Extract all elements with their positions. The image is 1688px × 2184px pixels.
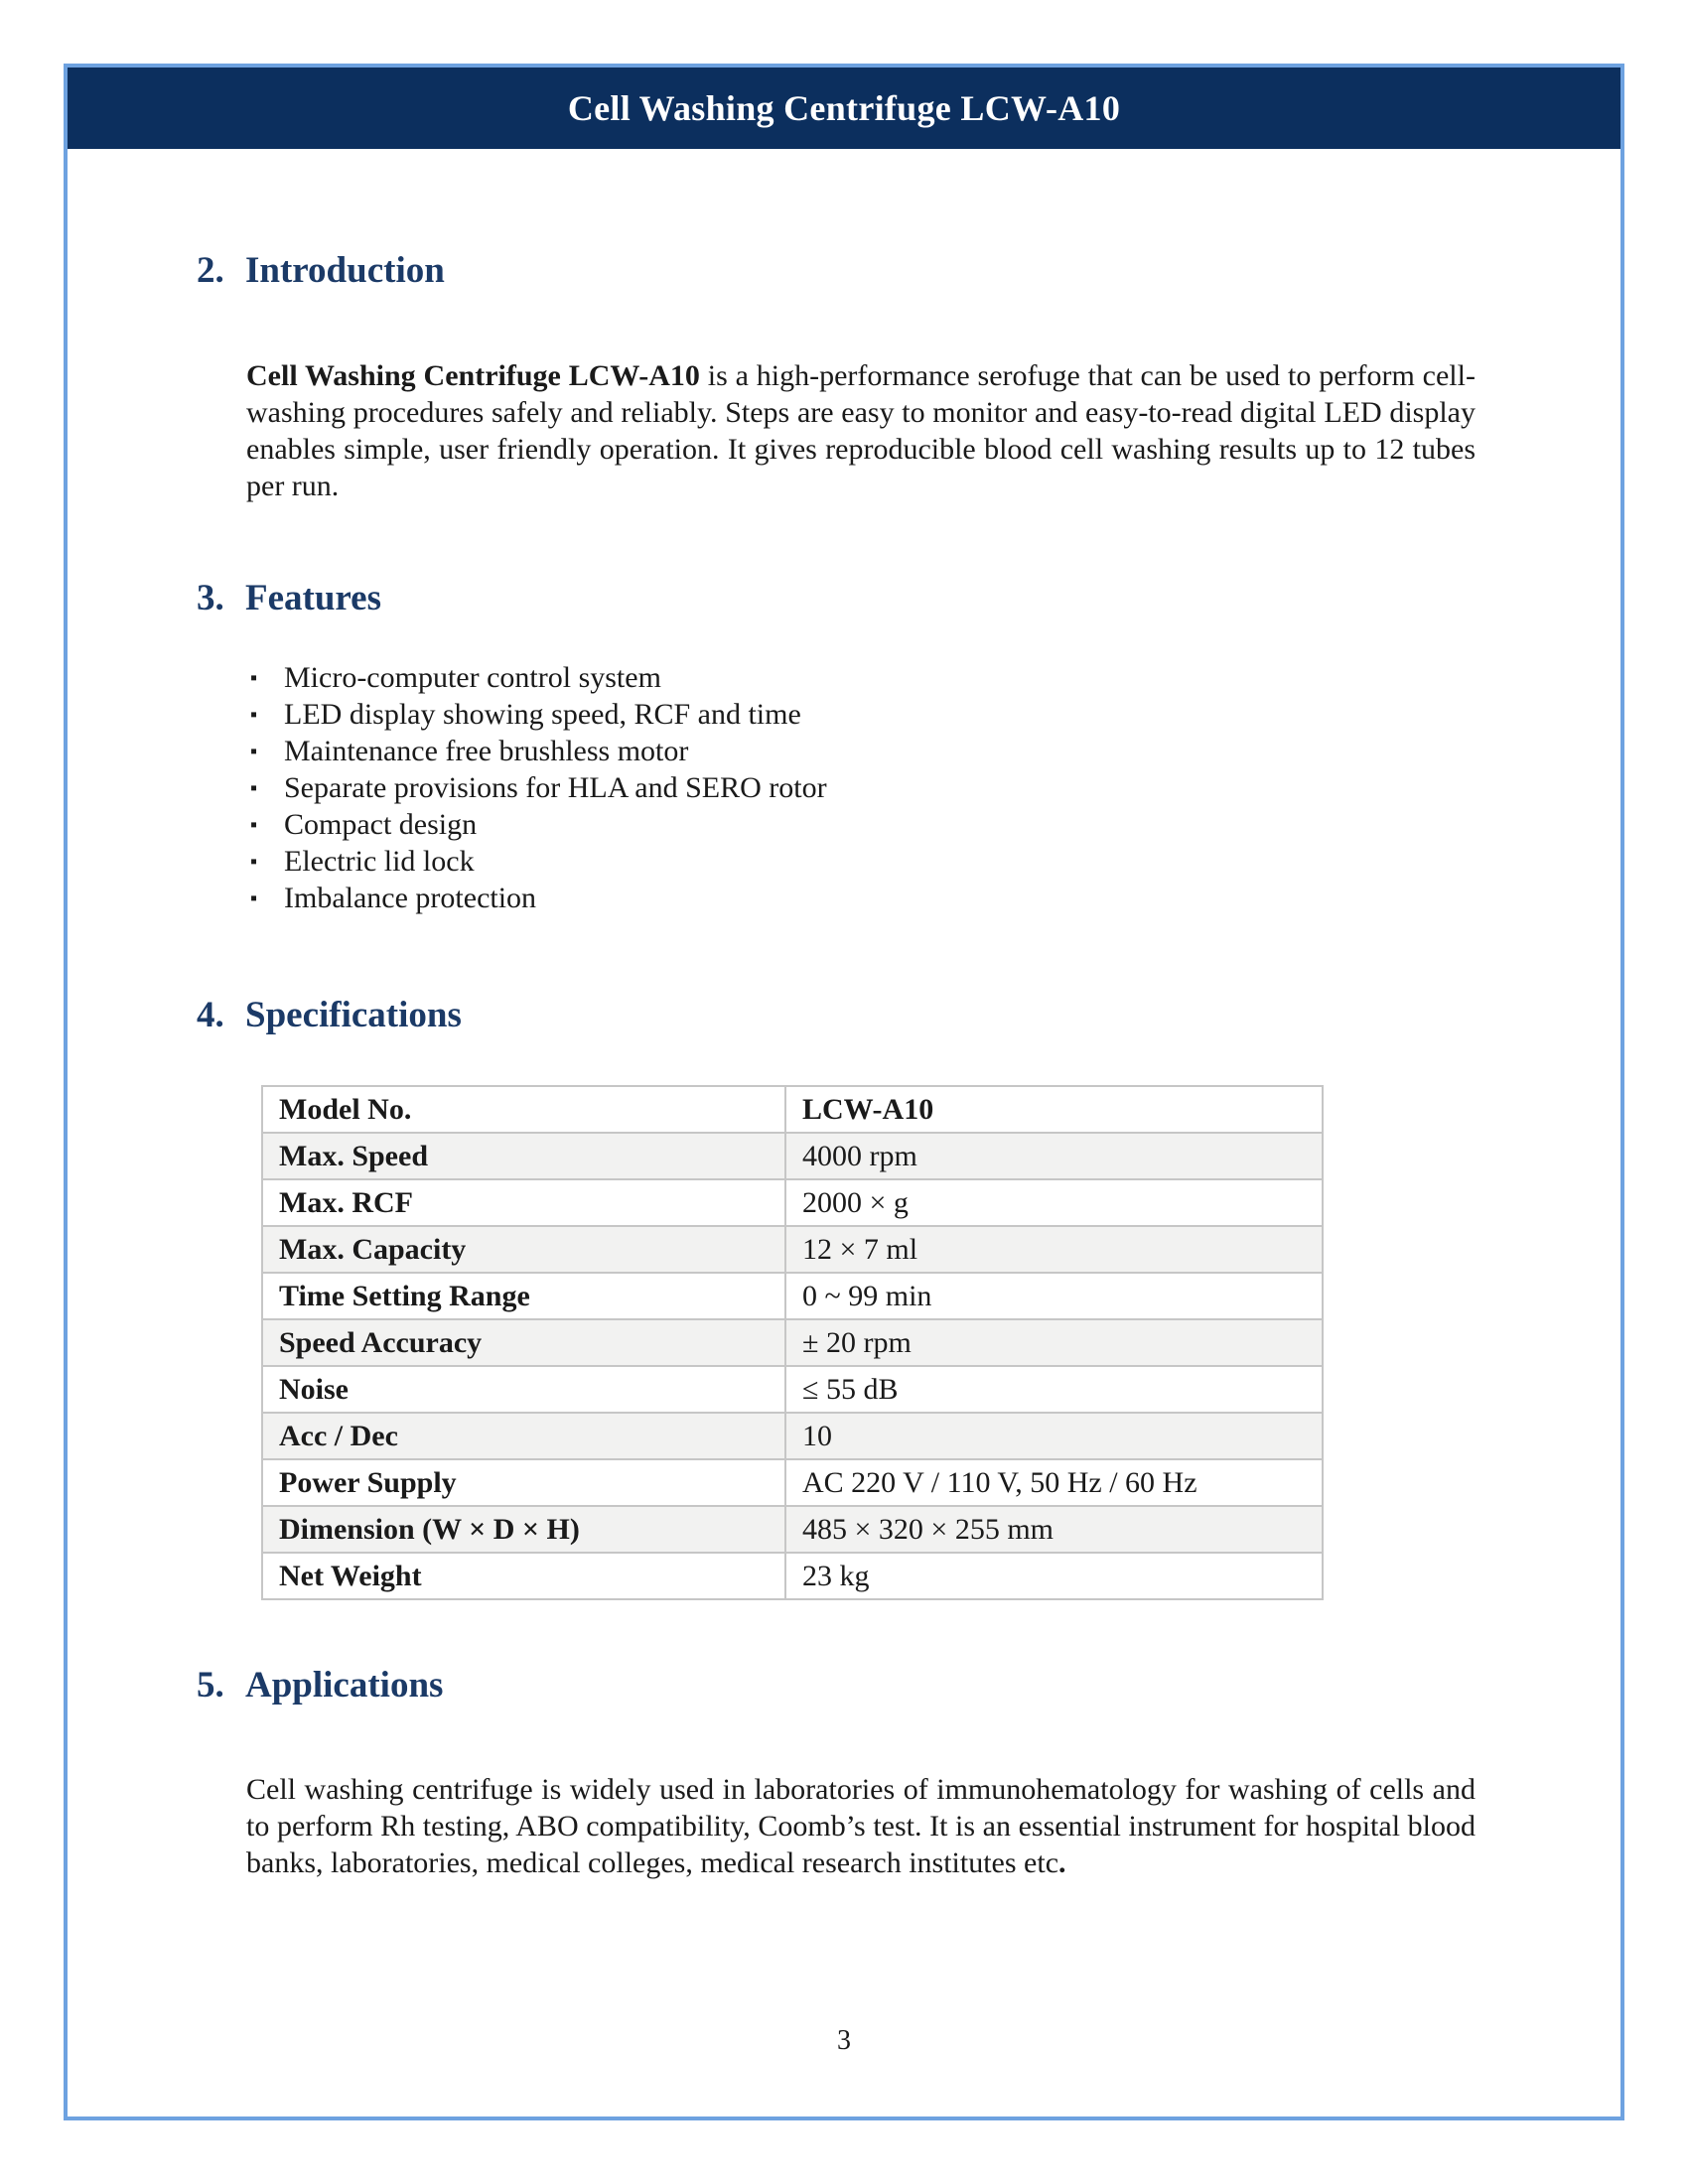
section-heading-features — [197, 577, 381, 620]
feature-item: ▪ Electric lid lock — [250, 843, 827, 880]
spec-label: Max. RCF — [262, 1179, 785, 1226]
spec-label: Noise — [262, 1366, 785, 1413]
section-number: 5. — [197, 1665, 224, 1706]
section-heading-introduction — [197, 249, 445, 293]
table-row — [262, 1086, 1323, 1133]
spec-value: 4000 rpm — [785, 1133, 1323, 1179]
spec-value: LCW-A10 — [785, 1086, 1323, 1133]
section-heading-applications — [197, 1664, 443, 1707]
table-row — [262, 1273, 1323, 1319]
introduction-body-text: is a high-performance serofuge that can be used to perform cell-washing procedures safely and reliably. Steps are easy to monitor and easy-to-read digital LED display enables simple, user friendly operation. It gives reproducible blood cell washing results up to 12 tubes per run. — [246, 359, 1476, 502]
applications-body-text: Cell washing centrifuge is widely used in laboratories of immunohematology for washing of cells and to perform Rh testing, ABO compatibility, Coomb’s test. It is an essential instrument for hospital blood banks, laboratories, medical colleges, medical research institutes etc — [246, 1773, 1476, 1879]
section-heading-specifications — [197, 994, 462, 1037]
page-number: 3 — [837, 2025, 851, 2056]
feature-item: ▪ Maintenance free brushless motor — [250, 733, 827, 769]
table-row — [262, 1459, 1323, 1506]
spec-label: Dimension (W × D × H) — [262, 1506, 785, 1553]
table-row — [262, 1413, 1323, 1459]
table-row — [262, 1506, 1323, 1553]
spec-value: 2000 × g — [785, 1179, 1323, 1226]
feature-item: ▪ Separate provisions for HLA and SERO rotor — [250, 769, 827, 806]
document-header-bar — [68, 68, 1620, 149]
features-list — [250, 659, 827, 916]
section-title: Specifications — [245, 995, 462, 1035]
spec-value: AC 220 V / 110 V, 50 Hz / 60 Hz — [785, 1459, 1323, 1506]
section-number: 3. — [197, 578, 224, 618]
spec-label: Power Supply — [262, 1459, 785, 1506]
spec-label: Max. Speed — [262, 1133, 785, 1179]
table-row — [262, 1319, 1323, 1366]
section-number: 4. — [197, 995, 224, 1035]
section-title: Features — [245, 578, 381, 618]
feature-item: ▪ Micro-computer control system — [250, 659, 827, 696]
section-number: 2. — [197, 250, 224, 291]
table-row — [262, 1226, 1323, 1273]
spec-label: Acc / Dec — [262, 1413, 785, 1459]
spec-value: ≤ 55 dB — [785, 1366, 1323, 1413]
spec-value: 23 kg — [785, 1553, 1323, 1599]
spec-label: Time Setting Range — [262, 1273, 785, 1319]
spec-label: Net Weight — [262, 1553, 785, 1599]
table-row — [262, 1366, 1323, 1413]
spec-value: 0 ~ 99 min — [785, 1273, 1323, 1319]
spec-value: 10 — [785, 1413, 1323, 1459]
table-row — [262, 1179, 1323, 1226]
feature-item: ▪ Compact design — [250, 806, 827, 843]
spec-label: Speed Accuracy — [262, 1319, 785, 1366]
spec-label: Model No. — [262, 1086, 785, 1133]
section-title: Applications — [245, 1665, 444, 1706]
feature-item: ▪ Imbalance protection — [250, 880, 827, 916]
applications-bold-period: . — [1058, 1846, 1066, 1879]
spec-label: Max. Capacity — [262, 1226, 785, 1273]
introduction-lead-bold: Cell Washing Centrifuge LCW-A10 — [246, 359, 700, 392]
spec-value: 485 × 320 × 255 mm — [785, 1506, 1323, 1553]
page-border — [64, 64, 1624, 2120]
applications-paragraph — [246, 1771, 1476, 1881]
spec-value: ± 20 rpm — [785, 1319, 1323, 1366]
specifications-table — [261, 1085, 1324, 1600]
section-title: Introduction — [245, 250, 445, 291]
spec-value: 12 × 7 ml — [785, 1226, 1323, 1273]
introduction-paragraph — [246, 357, 1476, 504]
table-row — [262, 1133, 1323, 1179]
table-row — [262, 1553, 1323, 1599]
feature-item: ▪ LED display showing speed, RCF and time — [250, 696, 827, 733]
document-title: Cell Washing Centrifuge LCW-A10 — [567, 88, 1121, 128]
